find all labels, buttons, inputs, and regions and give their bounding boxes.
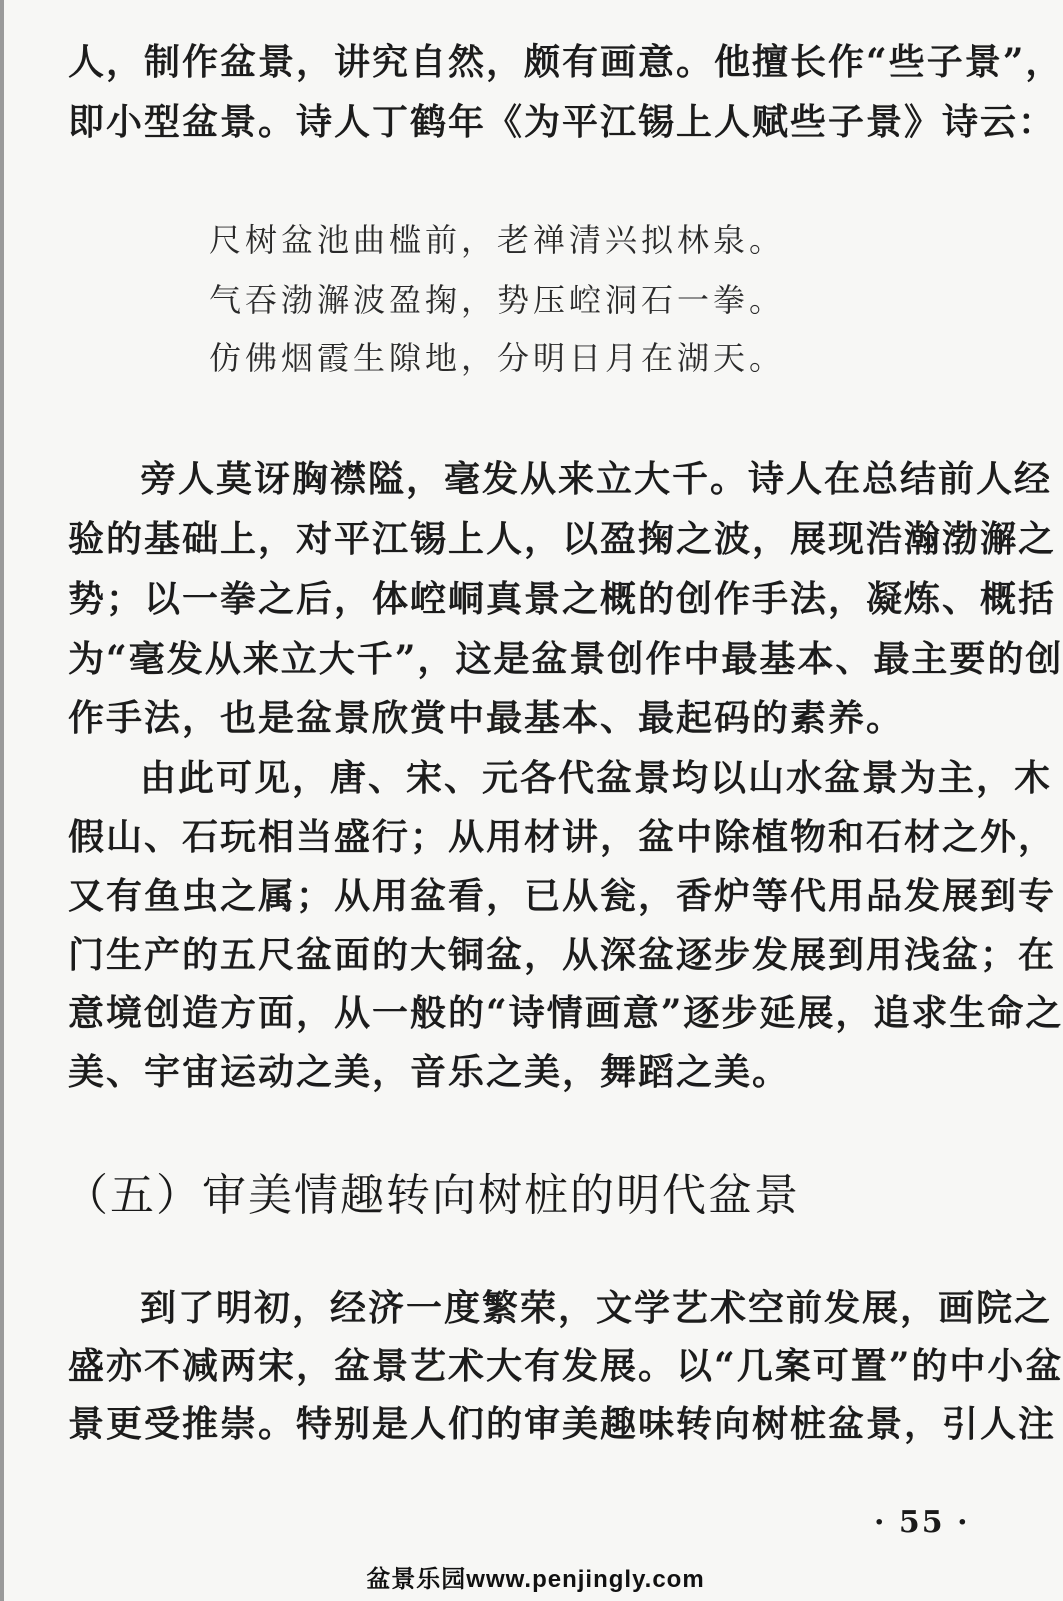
text-line: 景更受推崇。特别是人们的审美趣味转向树桩盆景，引人注 <box>68 1403 1057 1445</box>
poem-line: 仿佛烟霞生隙地，分明日月在湖天。 <box>209 339 786 377</box>
text-line: 又有鱼虫之属；从用盆看，已从瓮，香炉等代用品发展到专 <box>68 875 1057 917</box>
text-line: 为“毫发从来立大千”，这是盆景创作中最基本、最主要的创 <box>68 638 1063 680</box>
text-line: 盛亦不减两宋，盆景艺术大有发展。以“几案可置”的中小盆 <box>68 1345 1063 1387</box>
text-line: 到了明初，经济一度繁荣，文学艺术空前发展，画院之 <box>140 1287 1053 1329</box>
poem-line: 尺树盆池曲槛前，老禅清兴拟林泉。 <box>209 221 786 259</box>
text-line: 假山、石玩相当盛行；从用材讲，盆中除植物和石材之外， <box>68 816 1057 858</box>
watermark: 盆景乐园www.penjingly.com <box>366 1566 705 1593</box>
poem-line: 气吞渤澥波盈掬，势压崆洞石一拳。 <box>209 281 786 319</box>
text-line: 由此可见，唐、宋、元各代盆景均以山水盆景为主，木 <box>140 757 1053 799</box>
text-line: 旁人莫讶胸襟隘，毫发从来立大千。诗人在总结前人经 <box>140 458 1053 500</box>
text-line: 验的基础上，对平江锡上人，以盈掬之波，展现浩瀚渤澥之 <box>68 518 1057 560</box>
text-line: 即小型盆景。诗人丁鹤年《为平江锡上人赋些子景》诗云： <box>68 101 1057 143</box>
text-line: 意境创造方面，从一般的“诗情画意”逐步延展，追求生命之 <box>68 992 1063 1034</box>
text-line: 人，制作盆景，讲究自然，颇有画意。他擅长作“些子景”， <box>68 41 1063 83</box>
text-line: 作手法，也是盆景欣赏中最基本、最起码的素养。 <box>68 697 905 739</box>
text-line: 势；以一拳之后，体崆峒真景之概的创作手法，凝炼、概括 <box>68 578 1057 620</box>
page-number: · 55 · <box>874 1505 970 1540</box>
text-line: 门生产的五尺盆面的大铜盆，从深盆逐步发展到用浅盆；在 <box>68 934 1057 976</box>
text-line: 美、宇宙运动之美，音乐之美，舞蹈之美。 <box>68 1051 791 1093</box>
section-heading: （五）审美情趣转向树桩的明代盆景 <box>64 1170 800 1221</box>
